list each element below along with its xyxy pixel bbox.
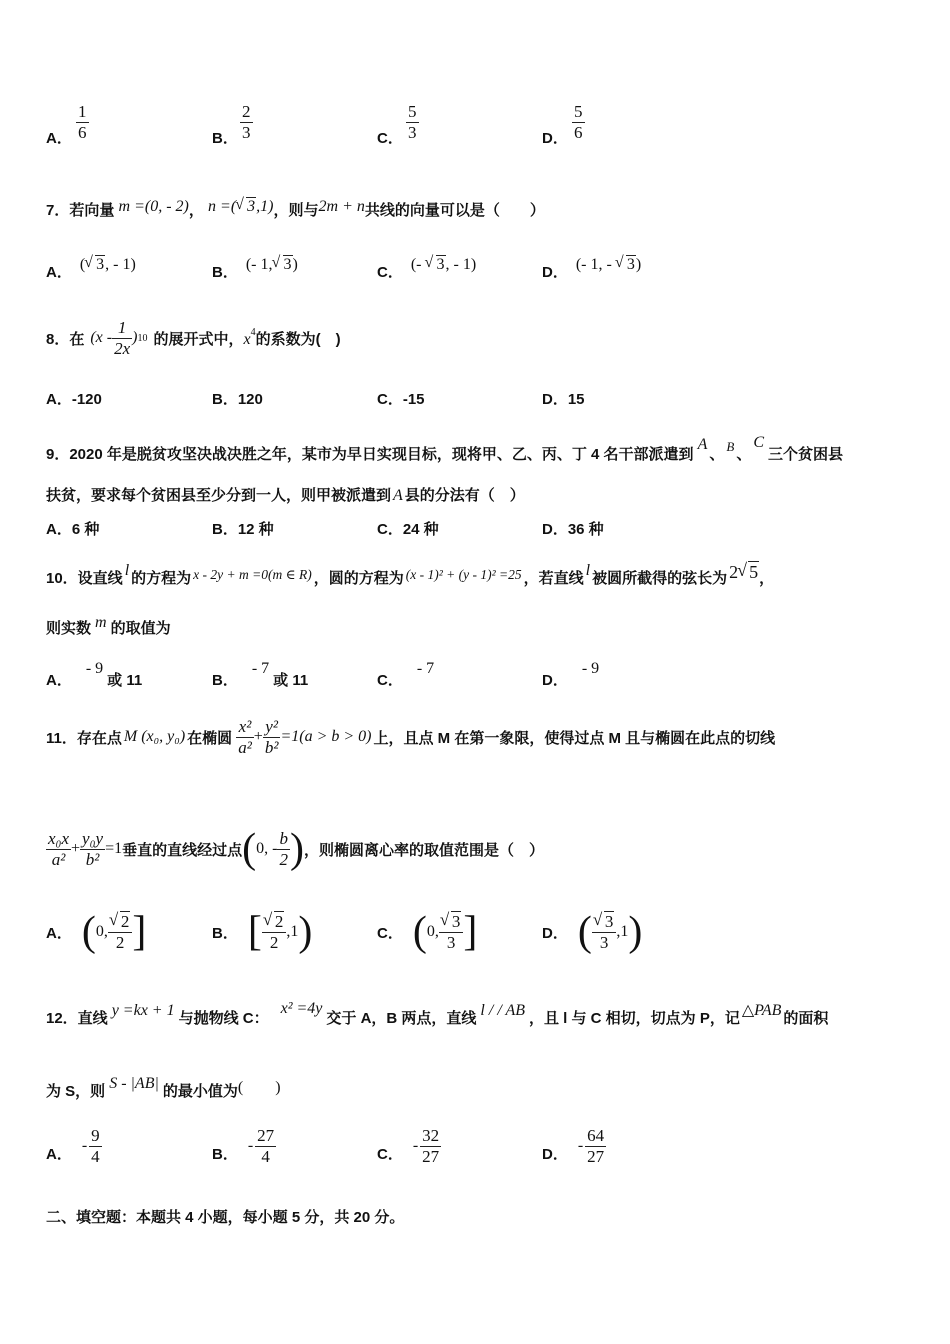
question-7-stem: 7．若向量 m =(0, - 2)， n =(√ 3,1)，则与2m + n共线的向量可以是（ ）	[46, 198, 545, 220]
q9-option-c[interactable]: C．24 种	[377, 521, 439, 538]
q7-option-b[interactable]: B． (- 1,√ 3)	[212, 256, 298, 282]
q12-option-b[interactable]: B． - $\frac{27}{4}$	[212, 1125, 275, 1166]
q11-option-d[interactable]: D． ( √ $\frac{3}{3}$ ,1 )	[542, 902, 642, 962]
question-10-stem-line2: 则实数 m 的取值为	[46, 614, 171, 637]
q9-option-a[interactable]: A．6 种	[46, 521, 100, 538]
question-8-stem: 8．在 (x - $\frac{1}{2x}$ ) 10 的展开式中， $x^4$ 的系数为( )	[46, 317, 341, 358]
q6-option-d[interactable]: D．	[542, 130, 568, 147]
q6-option-a-value: $\frac{1}{6}$	[78, 102, 87, 142]
question-11-stem-line1: 11．存在点 M (x₀, y₀) 在椭圆 $\frac{\text{x²}}{\text{a²}}$ + $\frac{\text{y²}}{\text{b²}}$ =1(a > b > 0) 上，且点 M 在第一象限，使得过点 M 且与椭圆在此点的切线	[46, 716, 776, 757]
q12-option-c[interactable]: C． - $\frac{32}{27}$	[377, 1125, 440, 1166]
q6-option-c[interactable]: C．	[377, 130, 403, 147]
q12-option-a[interactable]: A． - $\frac{9}{4}$	[46, 1125, 100, 1166]
q6-option-d-value: $\frac{5}{6}$	[574, 102, 583, 142]
q9-option-d[interactable]: D．36 种	[542, 521, 604, 538]
q7-option-d[interactable]: D． (- 1, - √ 3)	[542, 256, 641, 282]
question-12-stem-line1: 12．直线 y =kx + 1 与抛物线 C：x² =4y交于 A，B 两点，直线 l / / AB ，且 l 与 C 相切，切点为 P，记 △PAB 的面积	[46, 1000, 829, 1027]
q11-option-a[interactable]: A． ( 0, √ $\frac{2}{2}$ ]	[46, 902, 146, 962]
question-9-stem-line1: 9．2020 年是脱贫攻坚决战决胜之年，某市为早日实现目标，现将甲、乙、丙、丁 4 名干部派遣到A、 B 、C三个贫困县	[46, 434, 844, 463]
q8-option-d[interactable]: D．15	[542, 391, 585, 408]
q10-option-a[interactable]: A．- 9或 11	[46, 660, 143, 689]
question-12-stem-line2: 为 S，则 S - |AB| 的最小值为( )	[46, 1075, 281, 1100]
q6-option-b-value: $\frac{2}{3}$	[242, 102, 251, 142]
q12-option-d[interactable]: D． - $\frac{64}{27}$	[542, 1125, 605, 1166]
q6-option-b[interactable]: B．	[212, 130, 238, 147]
q8-option-b[interactable]: B．120	[212, 391, 263, 408]
q8-option-c[interactable]: C．-15	[377, 391, 425, 408]
section-heading-fill-in: 二、填空题：本题共 4 小题，每小题 5 分，共 20 分。	[46, 1209, 405, 1226]
q11-option-c[interactable]: C． ( 0, √ $\frac{3}{3}$ ]	[377, 902, 477, 962]
q6-option-c-value: $\frac{5}{3}$	[408, 102, 417, 142]
question-10-stem-line1: 10．设直线 l 的方程为 x - 2y + m =0(m ∈ R) ，圆的方程为 (x - 1)² + (y - 1)² =25 ，若直线 l 被圆所截得的弦长为 2√ 5，	[46, 562, 774, 588]
q6-option-a[interactable]: A．	[46, 130, 72, 147]
q8-option-a[interactable]: A．-120	[46, 391, 102, 408]
question-11-stem-line2: $\frac{\text{x₀x}}{\text{a²}}$ + $\frac{\text{y₀y}}{\text{b²}}$ =1 垂直的直线经过点 ( 0, - $\frac{b}{2}$ ) ，则椭圆离心率的取值范围是（ ）	[48, 826, 544, 872]
q10-option-c[interactable]: C．- 7	[377, 660, 435, 689]
q11-option-b[interactable]: B． [ √ $\frac{2}{2}$ ,1 )	[212, 902, 312, 962]
q7-option-c[interactable]: C． (- √ 3, - 1)	[377, 256, 476, 282]
q10-option-d[interactable]: D．- 9	[542, 660, 600, 689]
q10-option-b[interactable]: B．- 7或 11	[212, 660, 309, 689]
q7-option-a[interactable]: A． (√ 3, - 1)	[46, 256, 136, 282]
question-9-stem-line2: 扶贫，要求每个贫困县至少分到一人，则甲被派遣到 A 县的分法有（ ）	[46, 487, 525, 504]
q9-option-b[interactable]: B．12 种	[212, 521, 274, 538]
